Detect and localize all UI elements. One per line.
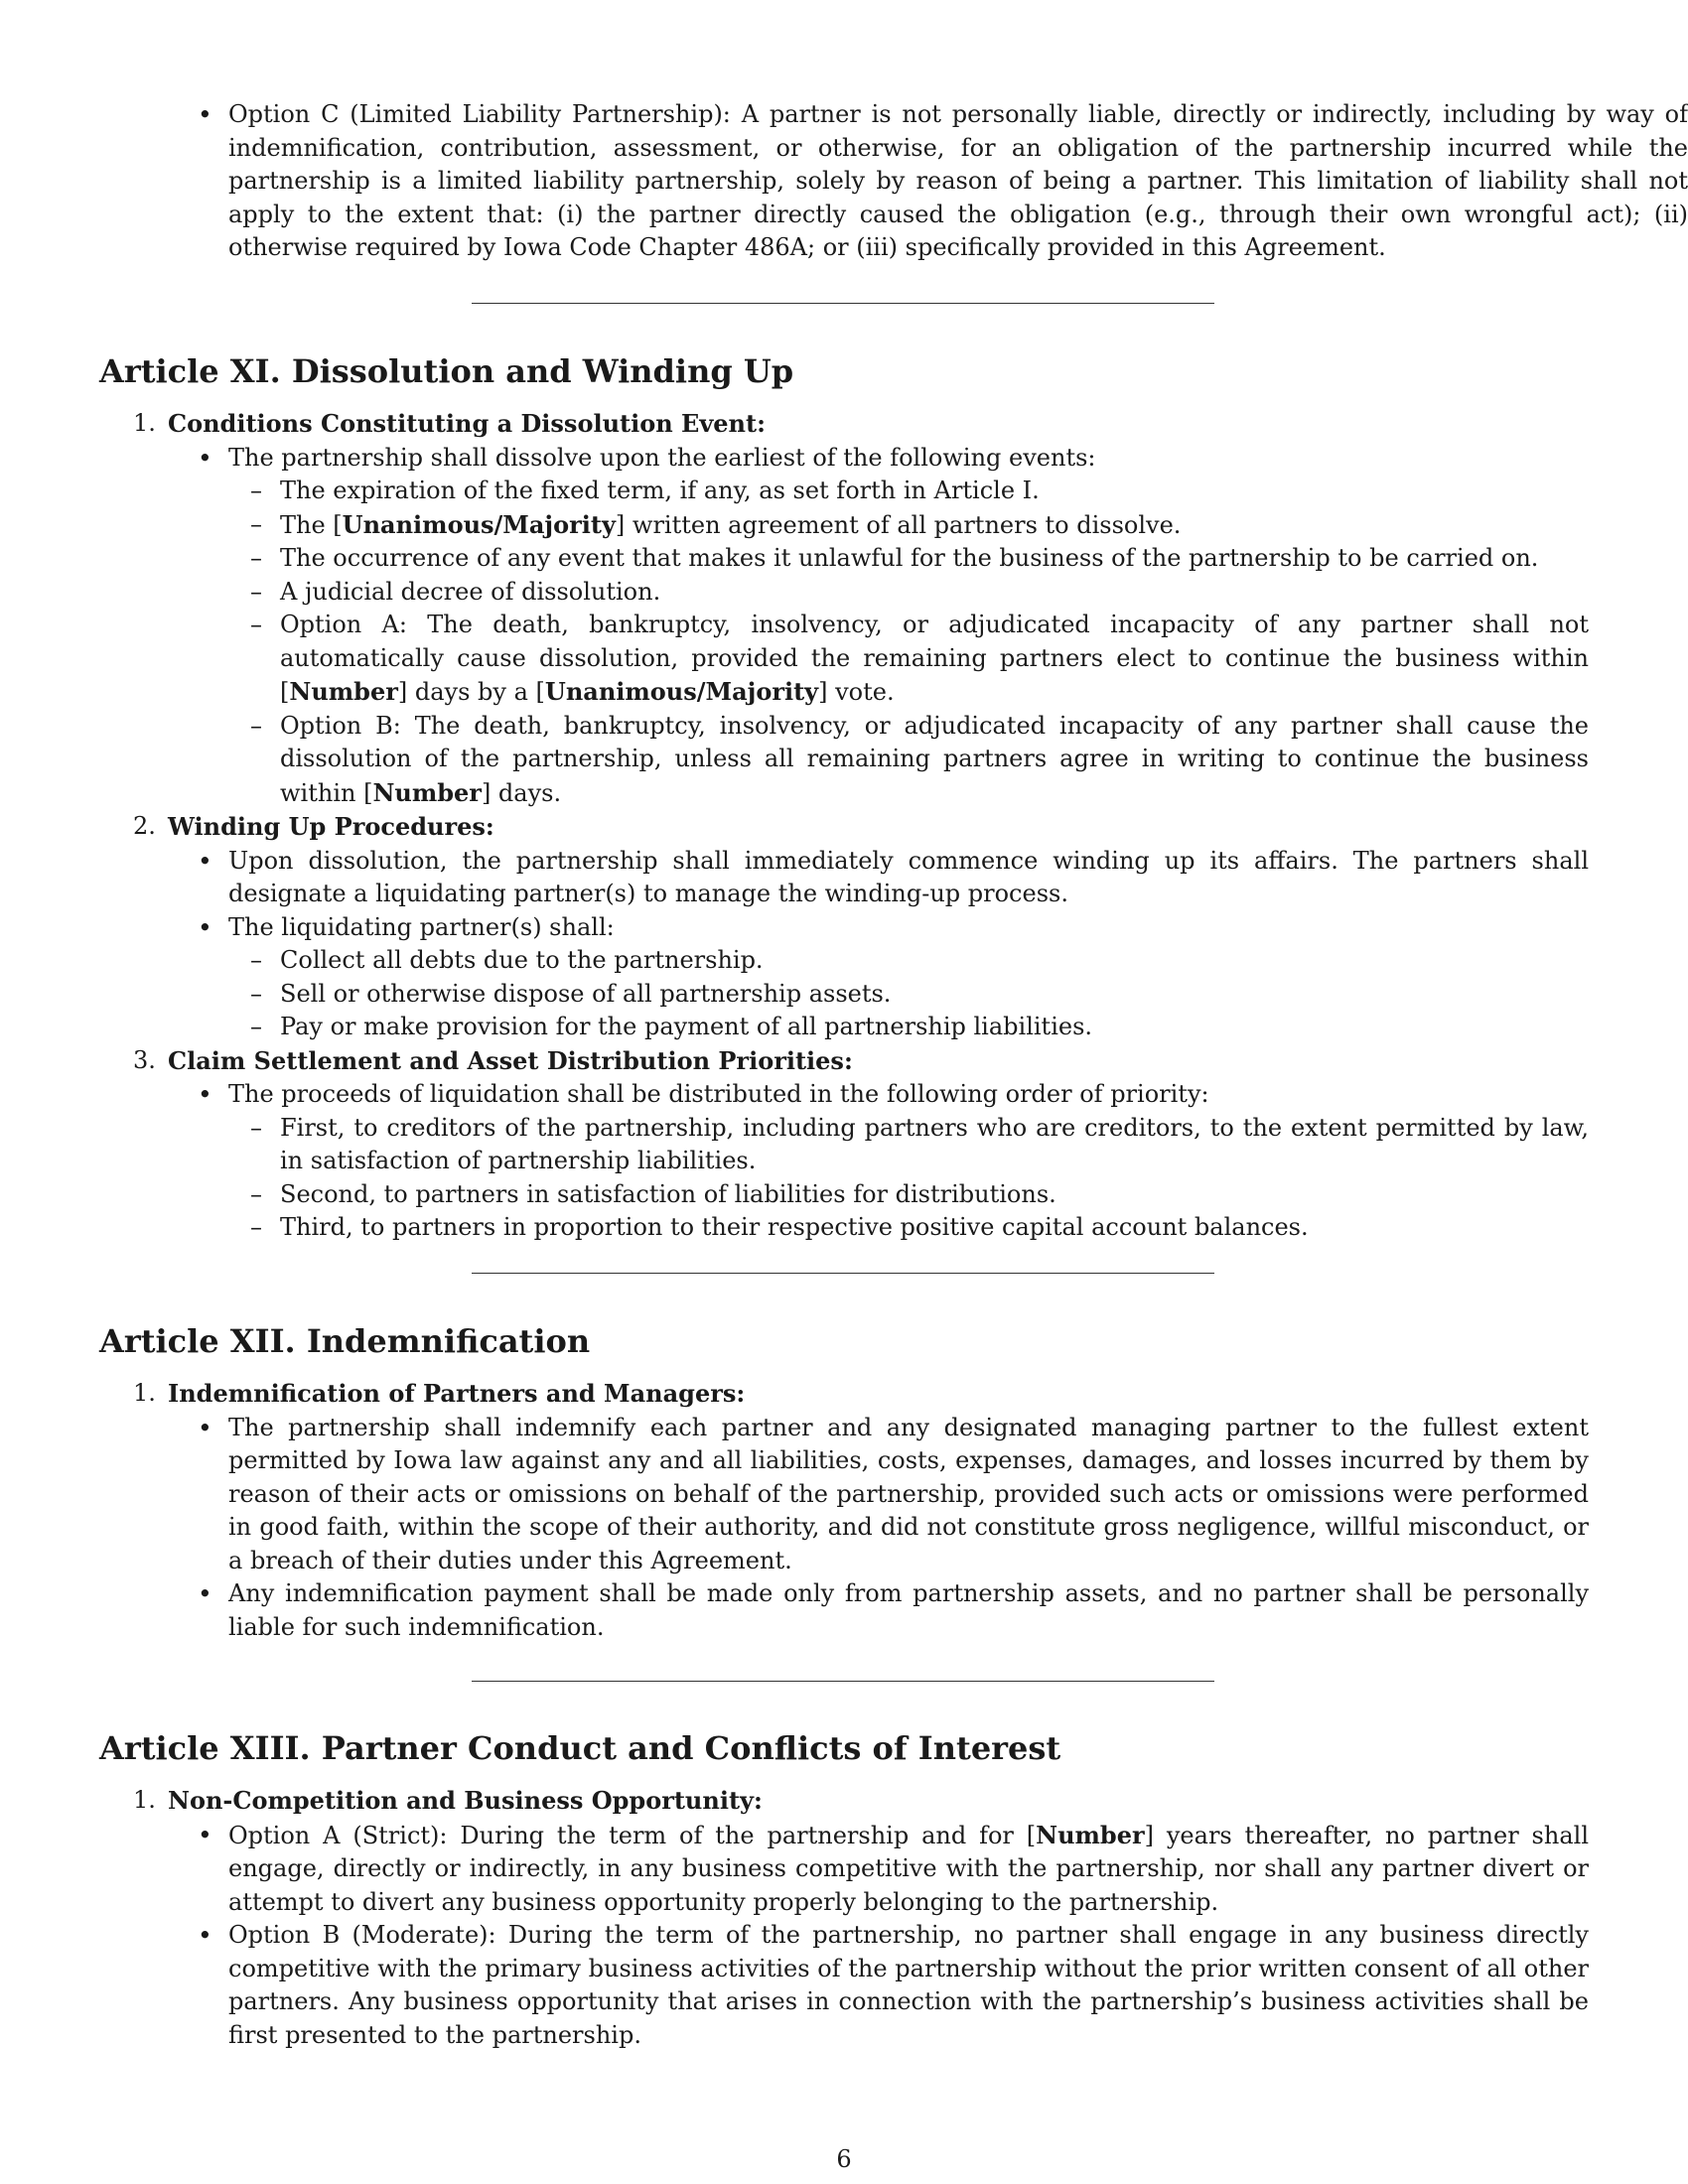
sub-list-item: – Sell or otherwise dispose of all partnership assets. [99, 978, 1589, 1012]
list-item: • Any indemnification payment shall be made only from partnership assets, and no partner shall be personally liable for such indemnification. [99, 1577, 1589, 1644]
sub-list-item: – First, to creditors of the partnership, including partners who are creditors, to the extent permitted by law, in satisfaction of partnership liabilities. [99, 1112, 1589, 1178]
section-heading-text: Claim Settlement and Asset Distribution Priorities: [168, 1045, 853, 1075]
article-xiii [99, 1728, 1589, 1768]
section-heading [99, 1044, 1589, 1079]
placeholder-bold: Number [372, 777, 482, 807]
article-xii-body [99, 1377, 1589, 1644]
sub-list-item: – Pay or make provision for the payment of all partnership liabilities. [99, 1011, 1589, 1044]
placeholder-bold: Number [1036, 1820, 1145, 1849]
section-heading [99, 407, 1589, 442]
section-heading [99, 1784, 1589, 1819]
section-heading [99, 810, 1589, 845]
sub-list-item [99, 710, 1589, 811]
sub-list-item [99, 508, 1589, 543]
section-divider [472, 303, 1214, 304]
article-xi-title: Article XI. Dissolution and Winding Up [99, 352, 794, 390]
text-span: ] written agreement of all partners to dissolve. [615, 510, 1182, 539]
section-heading-text: Conditions Constituting a Dissolution Event: [168, 409, 766, 438]
text-span: ] vote. [818, 678, 895, 706]
section-heading-text: Non-Competition and Business Opportunity: [168, 1786, 763, 1815]
section-number: 1. [133, 1786, 156, 1814]
article-xii [99, 1321, 1589, 1361]
section-divider [472, 1273, 1214, 1274]
sub-list-item: – Third, to partners in proportion to their respective positive capital account balances. [99, 1211, 1589, 1245]
article-xiii-title: Article XIII. Partner Conduct and Conflicts of Interest [99, 1729, 1061, 1767]
sub-list-item: – A judicial decree of dissolution. [99, 576, 1589, 610]
section-number: 2. [133, 812, 156, 840]
text-span: ] days by a [ [397, 678, 545, 706]
list-item: • The liquidating partner(s) shall: [99, 911, 1589, 945]
article-xiii-body [99, 1784, 1589, 2052]
sub-list-item: – Collect all debts due to the partnership. [99, 944, 1589, 978]
article-xi [99, 351, 1589, 391]
text-span: Option B: The death, bankruptcy, insolvency, or adjudicated incapacity of any partner shall cause the dissolution of the partnership, unless all remaining partners agree in writing to continue the business within [ [280, 711, 1589, 807]
text-span: ] days. [481, 778, 562, 807]
section-heading-text: Winding Up Procedures: [168, 812, 494, 841]
text-span: The [ [280, 510, 343, 539]
option-c-bullet: • Option C (Limited Liability Partnership): A partner is not personally liable, directly or indirectly, including by way of indemnification, contribution, assessment, or otherwise, for an obligation of the partnership incurred while the partnership is a limited liability partnership, solely by reason of being a partner. This limitation of liability shall not apply to the extent that: (i) the partner directly caused the obligation (e.g., through their own wrongful act); (ii) otherwise required by Iowa Code Chapter 486A; or (iii) specifically provided in this Agreement. [99, 98, 1688, 265]
placeholder-bold: Number [289, 677, 398, 706]
sub-list-item: – Second, to partners in satisfaction of liabilities for distributions. [99, 1178, 1589, 1212]
list-item: • The proceeds of liquidation shall be distributed in the following order of priority: [99, 1078, 1589, 1112]
intro-section [99, 98, 1688, 265]
list-item: • Option B (Moderate): During the term of the partnership, no partner shall engage in any business directly competitive with the primary business activities of the partnership without the prior written consent of all other partners. Any business opportunity that arises in connection with the partnership’s business activities shall be first presented to the partnership. [99, 1919, 1589, 2052]
section-heading-text: Indemnification of Partners and Managers: [168, 1379, 746, 1408]
list-item: • The partnership shall indemnify each partner and any designated managing partner to the fullest extent permitted by Iowa law against any and all liabilities, costs, expenses, damages, and losses incurred by them by reason of their acts or omissions on behalf of the partnership, provided such acts or omissions were performed in good faith, within the scope of their authority, and did not constitute gross negligence, willful misconduct, or a breach of their duties under this Agreement. [99, 1412, 1589, 1578]
section-number: 3. [133, 1045, 156, 1074]
placeholder-bold: Unanimous/Majority [544, 677, 819, 706]
sub-list-item: – The expiration of the fixed term, if any, as set forth in Article I. [99, 475, 1589, 508]
list-item: • The partnership shall dissolve upon the earliest of the following events: [99, 442, 1589, 476]
placeholder-bold: Unanimous/Majority [342, 509, 616, 539]
page-number: 6 [836, 2145, 852, 2173]
text-span: ] years thereafter, no partner shall engage, directly or indirectly, in any business competitive with the partnership, nor shall any partner divert or attempt to divert any business opportunity properly belonging to the partnership. [228, 1821, 1589, 1916]
article-xi-body [99, 407, 1589, 1245]
list-item: • Upon dissolution, the partnership shall immediately commence winding up its affairs. The partners shall designate a liquidating partner(s) to manage the winding-up process. [99, 845, 1589, 911]
section-number: 1. [133, 409, 156, 437]
section-number: 1. [133, 1379, 156, 1407]
article-xii-title: Article XII. Indemnification [99, 1322, 591, 1360]
list-item [99, 1819, 1589, 1920]
text-span: Option A (Strict): During the term of the partnership and for [ [228, 1821, 1037, 1849]
sub-list-item: – The occurrence of any event that makes it unlawful for the business of the partnership to be carried on. [99, 542, 1589, 576]
sub-list-item [99, 609, 1589, 710]
section-heading [99, 1377, 1589, 1412]
section-divider [472, 1681, 1214, 1682]
text-span: Option A: The death, bankruptcy, insolvency, or adjudicated incapacity of any partner shall not automatically cause dissolution, provided the remaining partners elect to continue the business within [ [280, 611, 1589, 706]
